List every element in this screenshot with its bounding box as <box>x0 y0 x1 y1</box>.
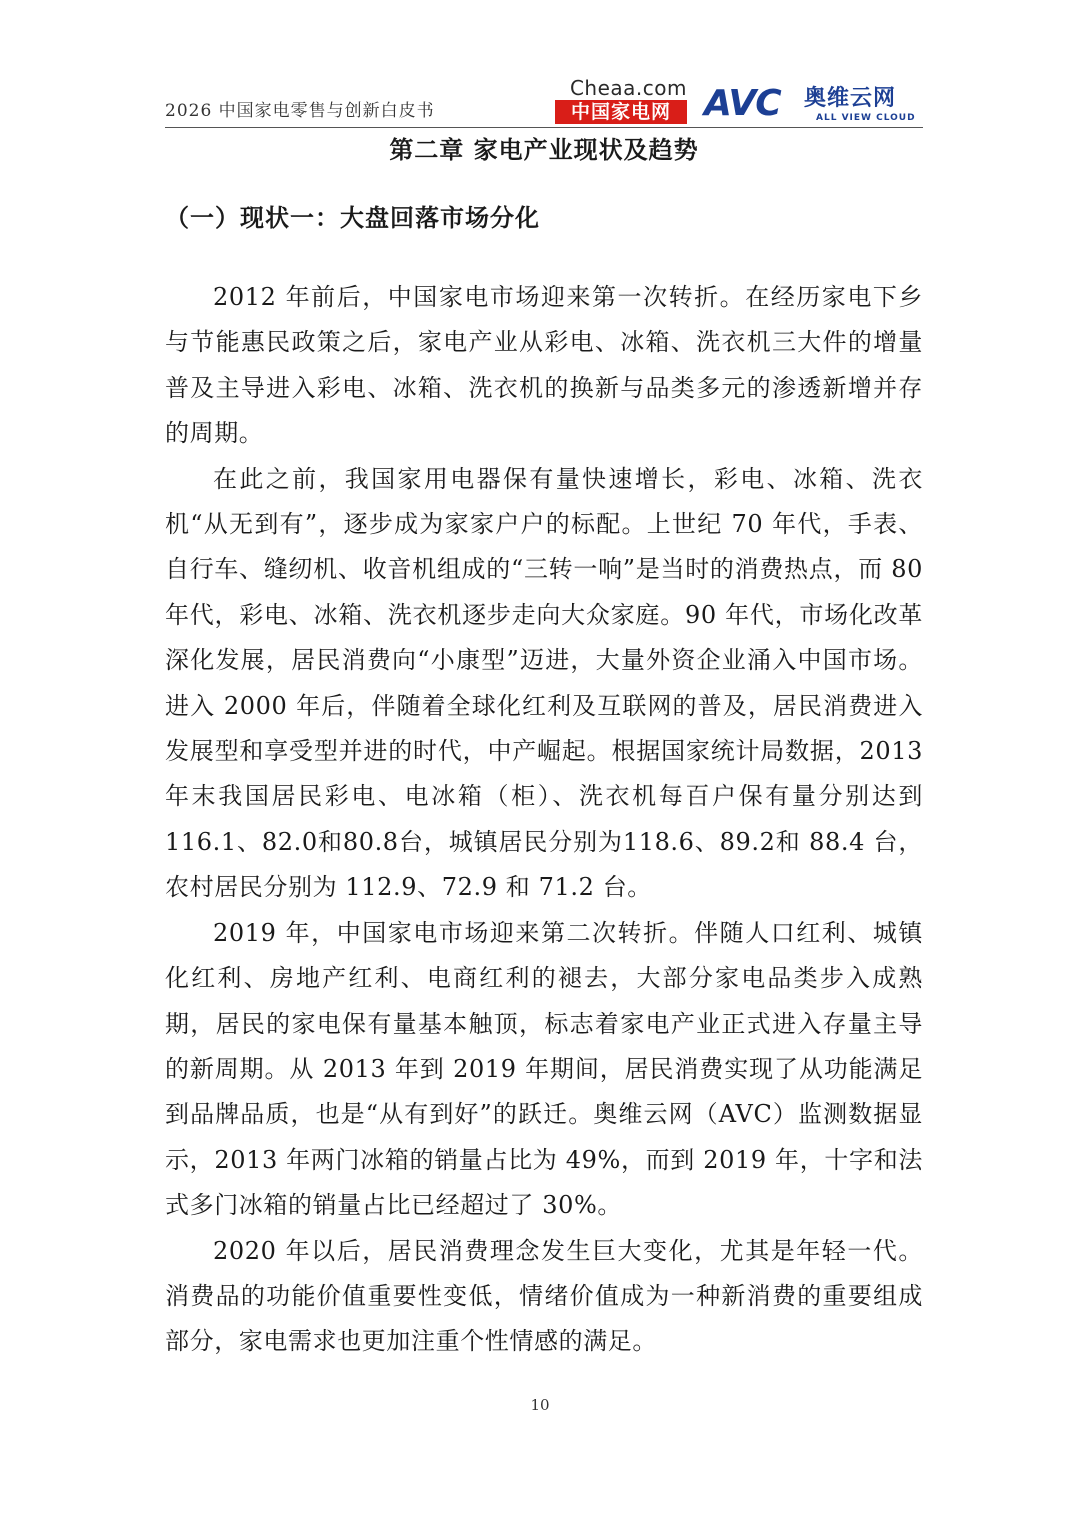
header-divider <box>165 127 923 128</box>
body-text <box>165 275 923 1365</box>
avc-logo-mark: AVC <box>704 83 781 124</box>
avc-logo <box>704 85 924 127</box>
paragraph: 2020 年以后，居民消费理念发生巨大变化，尤其是年轻一代。消费品的功能价值重要性变低，情绪价值成为一种新消费的重要组成部分，家电需求也更加注重个性情感的满足。 <box>165 1236 923 1356</box>
cheaa-logo <box>555 78 687 124</box>
cheaa-logo-name: 中国家电网 <box>555 100 687 124</box>
header-title: 2026 中国家电零售与创新白皮书 <box>165 101 435 121</box>
paragraph: 2012 年前后，中国家电市场迎来第一次转折。在经历家电下乡与节能惠民政策之后，家电产业从彩电、冰箱、洗衣机三大件的增量普及主导进入彩电、冰箱、洗衣机的换新与品类多元的渗透新增并存的周期。 <box>165 283 923 448</box>
chapter-title: 第二章 家电产业现状及趋势 <box>389 136 699 164</box>
section-title: （一）现状一：大盘回落市场分化 <box>165 204 540 232</box>
page-number: 10 <box>530 1396 550 1414</box>
paragraph: 在此之前，我国家用电器保有量快速增长，彩电、冰箱、洗衣机“从无到有”，逐步成为家家户户的标配。上世纪 70 年代，手表、自行车、缝纫机、收音机组成的“三转一响”是当时的消费热点，而 80 年代，彩电、冰箱、洗衣机逐步走向大众家庭。90 年代，市场化改革深化发展，居民消费向“小康型”迈进，大量外资企业涌入中国市场。进入 2000 年后，伴随着全球化红利及互联网的普及，居民消费进入发展型和享受型并进的时代，中产崛起。根据国家统计局数据，2013 年末我国居民彩电、电冰箱（柜）、洗衣机每百户保有量分别达到116.1、82.0和80.8台，城镇居民分别为118.6、89.2和 88.4 台，农村居民分别为 112.9、72.9 和 71.2 台。 <box>165 464 923 902</box>
paragraph: 2019 年，中国家电市场迎来第二次转折。伴随人口红利、城镇化红利、房地产红利、电商红利的褪去，大部分家电品类步入成熟期，居民的家电保有量基本触顶，标志着家电产业正式进入存量主导的新周期。从 2013 年到 2019 年期间，居民消费实现了从功能满足到品牌品质，也是“从有到好”的跃迁。奥维云网（AVC）监测数据显示，2013 年两门冰箱的销量占比为 49%，而到 2019 年，十字和法式多门冰箱的销量占比已经超过了 30%。 <box>165 918 923 1220</box>
avc-logo-cn: 奥维云网 <box>804 86 897 111</box>
avc-logo-en: ALL VIEW CLOUD <box>816 113 916 123</box>
cheaa-logo-url: Cheaa.com <box>569 76 687 100</box>
